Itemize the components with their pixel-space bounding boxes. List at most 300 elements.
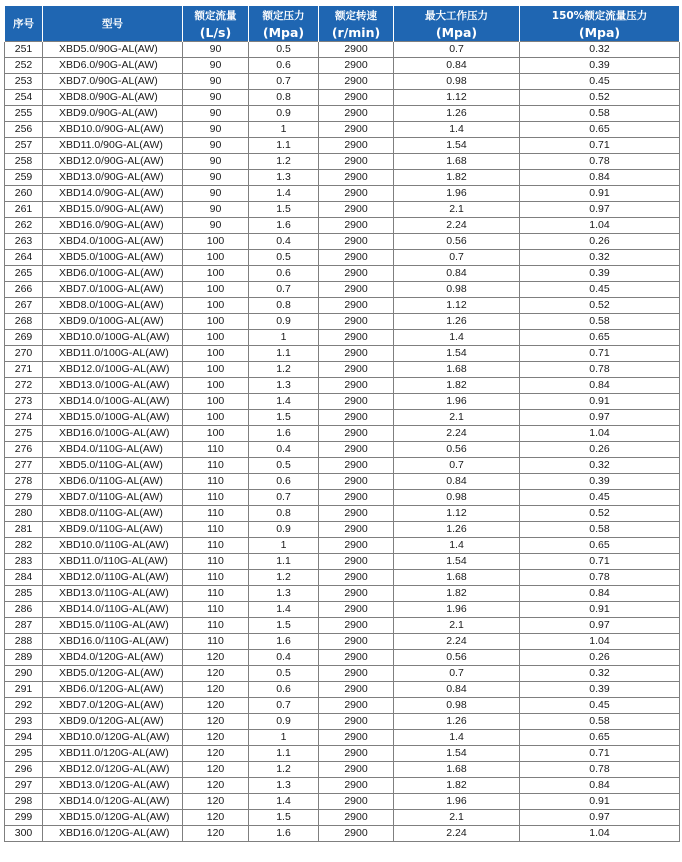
table-row (5, 826, 680, 842)
cell-flow: 90 (183, 42, 249, 58)
table-row (5, 170, 680, 186)
cell-max-pressure: 2.1 (394, 810, 520, 826)
header-unit-pressure: (Mpa) (249, 24, 319, 42)
cell-no: 297 (5, 778, 43, 794)
cell-pressure: 1.3 (249, 170, 319, 186)
cell-max-pressure: 0.84 (394, 682, 520, 698)
cell-pressure: 1.4 (249, 394, 319, 410)
cell-no: 287 (5, 618, 43, 634)
cell-speed: 2900 (319, 266, 394, 282)
cell-speed: 2900 (319, 714, 394, 730)
cell-flow: 100 (183, 234, 249, 250)
cell-flow: 100 (183, 298, 249, 314)
cell-max-pressure: 1.54 (394, 554, 520, 570)
cell-model: XBD11.0/90G-AL(AW) (43, 138, 183, 154)
cell-flow: 100 (183, 394, 249, 410)
cell-model: XBD12.0/100G-AL(AW) (43, 362, 183, 378)
cell-no: 288 (5, 634, 43, 650)
cell-flow: 100 (183, 330, 249, 346)
table-row (5, 202, 680, 218)
cell-max-pressure: 1.4 (394, 730, 520, 746)
cell-speed: 2900 (319, 426, 394, 442)
cell-model: XBD13.0/100G-AL(AW) (43, 378, 183, 394)
cell-speed: 2900 (319, 506, 394, 522)
cell-flow: 100 (183, 378, 249, 394)
cell-150-pressure: 0.65 (520, 538, 680, 554)
table-row (5, 746, 680, 762)
cell-no: 292 (5, 698, 43, 714)
cell-pressure: 1.5 (249, 810, 319, 826)
cell-flow: 90 (183, 170, 249, 186)
table-row (5, 410, 680, 426)
cell-pressure: 1.1 (249, 746, 319, 762)
table-row (5, 666, 680, 682)
cell-max-pressure: 1.96 (394, 186, 520, 202)
cell-max-pressure: 1.96 (394, 394, 520, 410)
cell-max-pressure: 0.56 (394, 234, 520, 250)
cell-150-pressure: 0.91 (520, 186, 680, 202)
cell-no: 289 (5, 650, 43, 666)
cell-max-pressure: 1.12 (394, 506, 520, 522)
cell-no: 252 (5, 58, 43, 74)
cell-speed: 2900 (319, 762, 394, 778)
cell-pressure: 0.4 (249, 234, 319, 250)
cell-no: 254 (5, 90, 43, 106)
cell-speed: 2900 (319, 746, 394, 762)
cell-model: XBD6.0/120G-AL(AW) (43, 682, 183, 698)
cell-flow: 120 (183, 778, 249, 794)
cell-model: XBD10.0/110G-AL(AW) (43, 538, 183, 554)
cell-flow: 110 (183, 474, 249, 490)
cell-no: 267 (5, 298, 43, 314)
cell-model: XBD10.0/90G-AL(AW) (43, 122, 183, 138)
table-row (5, 394, 680, 410)
cell-speed: 2900 (319, 218, 394, 234)
cell-max-pressure: 1.54 (394, 346, 520, 362)
cell-150-pressure: 0.97 (520, 618, 680, 634)
cell-150-pressure: 0.97 (520, 810, 680, 826)
cell-speed: 2900 (319, 394, 394, 410)
cell-max-pressure: 1.4 (394, 538, 520, 554)
cell-150-pressure: 0.52 (520, 90, 680, 106)
cell-model: XBD16.0/120G-AL(AW) (43, 826, 183, 842)
cell-model: XBD5.0/100G-AL(AW) (43, 250, 183, 266)
cell-speed: 2900 (319, 138, 394, 154)
cell-150-pressure: 0.52 (520, 298, 680, 314)
cell-max-pressure: 0.56 (394, 442, 520, 458)
cell-150-pressure: 0.78 (520, 362, 680, 378)
cell-flow: 110 (183, 442, 249, 458)
cell-pressure: 1.2 (249, 154, 319, 170)
cell-model: XBD14.0/120G-AL(AW) (43, 794, 183, 810)
spec-table-sheet (4, 6, 679, 842)
cell-pressure: 1 (249, 330, 319, 346)
table-row (5, 282, 680, 298)
table-row (5, 42, 680, 58)
cell-max-pressure: 1.82 (394, 170, 520, 186)
table-row (5, 474, 680, 490)
cell-model: XBD8.0/90G-AL(AW) (43, 90, 183, 106)
cell-speed: 2900 (319, 362, 394, 378)
cell-speed: 2900 (319, 90, 394, 106)
cell-150-pressure: 0.32 (520, 42, 680, 58)
cell-speed: 2900 (319, 698, 394, 714)
header-col-max-pressure: 最大工作压力 (394, 6, 520, 24)
cell-150-pressure: 0.52 (520, 506, 680, 522)
cell-150-pressure: 0.45 (520, 282, 680, 298)
cell-150-pressure: 0.45 (520, 74, 680, 90)
cell-speed: 2900 (319, 170, 394, 186)
cell-speed: 2900 (319, 298, 394, 314)
cell-model: XBD15.0/120G-AL(AW) (43, 810, 183, 826)
header-col-model: 型号 (43, 6, 183, 42)
cell-no: 269 (5, 330, 43, 346)
cell-max-pressure: 2.24 (394, 826, 520, 842)
cell-model: XBD9.0/120G-AL(AW) (43, 714, 183, 730)
header-unit-speed: (r/min) (319, 24, 394, 42)
cell-max-pressure: 0.98 (394, 490, 520, 506)
cell-no: 294 (5, 730, 43, 746)
cell-150-pressure: 0.78 (520, 570, 680, 586)
cell-flow: 110 (183, 522, 249, 538)
cell-no: 275 (5, 426, 43, 442)
cell-model: XBD15.0/90G-AL(AW) (43, 202, 183, 218)
cell-no: 260 (5, 186, 43, 202)
cell-speed: 2900 (319, 666, 394, 682)
cell-model: XBD7.0/110G-AL(AW) (43, 490, 183, 506)
cell-flow: 120 (183, 794, 249, 810)
cell-model: XBD14.0/110G-AL(AW) (43, 602, 183, 618)
table-row (5, 346, 680, 362)
cell-speed: 2900 (319, 122, 394, 138)
cell-model: XBD9.0/110G-AL(AW) (43, 522, 183, 538)
table-row (5, 442, 680, 458)
cell-flow: 90 (183, 74, 249, 90)
table-row (5, 330, 680, 346)
cell-no: 295 (5, 746, 43, 762)
cell-no: 279 (5, 490, 43, 506)
cell-pressure: 1.4 (249, 186, 319, 202)
cell-pressure: 0.8 (249, 298, 319, 314)
cell-max-pressure: 1.82 (394, 778, 520, 794)
cell-no: 261 (5, 202, 43, 218)
cell-150-pressure: 0.39 (520, 58, 680, 74)
cell-pressure: 0.9 (249, 522, 319, 538)
cell-flow: 90 (183, 218, 249, 234)
table-row (5, 74, 680, 90)
cell-no: 253 (5, 74, 43, 90)
cell-model: XBD12.0/120G-AL(AW) (43, 762, 183, 778)
cell-150-pressure: 0.84 (520, 170, 680, 186)
cell-pressure: 1.2 (249, 762, 319, 778)
cell-no: 262 (5, 218, 43, 234)
cell-150-pressure: 0.71 (520, 554, 680, 570)
cell-pressure: 1.4 (249, 794, 319, 810)
cell-no: 282 (5, 538, 43, 554)
cell-flow: 100 (183, 362, 249, 378)
cell-model: XBD4.0/120G-AL(AW) (43, 650, 183, 666)
cell-max-pressure: 1.96 (394, 602, 520, 618)
cell-speed: 2900 (319, 778, 394, 794)
table-row (5, 650, 680, 666)
cell-model: XBD14.0/90G-AL(AW) (43, 186, 183, 202)
cell-speed: 2900 (319, 42, 394, 58)
cell-flow: 110 (183, 490, 249, 506)
cell-no: 258 (5, 154, 43, 170)
cell-pressure: 0.7 (249, 490, 319, 506)
cell-no: 286 (5, 602, 43, 618)
table-row (5, 314, 680, 330)
cell-speed: 2900 (319, 650, 394, 666)
cell-speed: 2900 (319, 538, 394, 554)
cell-no: 263 (5, 234, 43, 250)
cell-model: XBD5.0/110G-AL(AW) (43, 458, 183, 474)
cell-flow: 120 (183, 746, 249, 762)
cell-150-pressure: 0.58 (520, 522, 680, 538)
cell-pressure: 1.4 (249, 602, 319, 618)
cell-max-pressure: 2.24 (394, 218, 520, 234)
cell-pressure: 0.8 (249, 90, 319, 106)
table-row (5, 602, 680, 618)
table-row (5, 506, 680, 522)
cell-pressure: 0.5 (249, 666, 319, 682)
cell-no: 276 (5, 442, 43, 458)
cell-flow: 120 (183, 650, 249, 666)
table-row (5, 810, 680, 826)
table-row (5, 682, 680, 698)
cell-150-pressure: 0.91 (520, 602, 680, 618)
cell-flow: 110 (183, 458, 249, 474)
cell-pressure: 1.3 (249, 378, 319, 394)
cell-model: XBD11.0/120G-AL(AW) (43, 746, 183, 762)
cell-flow: 90 (183, 186, 249, 202)
cell-flow: 110 (183, 634, 249, 650)
cell-flow: 120 (183, 698, 249, 714)
cell-speed: 2900 (319, 554, 394, 570)
cell-speed: 2900 (319, 74, 394, 90)
cell-max-pressure: 0.7 (394, 666, 520, 682)
cell-speed: 2900 (319, 618, 394, 634)
cell-speed: 2900 (319, 314, 394, 330)
cell-pressure: 0.9 (249, 314, 319, 330)
header-col-pressure: 额定压力 (249, 6, 319, 24)
cell-flow: 110 (183, 602, 249, 618)
cell-model: XBD15.0/100G-AL(AW) (43, 410, 183, 426)
header-unit-150-pressure: (Mpa) (520, 24, 680, 42)
cell-150-pressure: 0.39 (520, 474, 680, 490)
cell-pressure: 1.6 (249, 426, 319, 442)
cell-150-pressure: 0.32 (520, 458, 680, 474)
cell-no: 265 (5, 266, 43, 282)
cell-flow: 100 (183, 250, 249, 266)
table-row (5, 554, 680, 570)
cell-speed: 2900 (319, 202, 394, 218)
cell-150-pressure: 0.26 (520, 442, 680, 458)
header-unit-max-pressure: (Mpa) (394, 24, 520, 42)
cell-flow: 90 (183, 106, 249, 122)
cell-150-pressure: 0.65 (520, 730, 680, 746)
cell-max-pressure: 1.68 (394, 154, 520, 170)
cell-pressure: 0.6 (249, 682, 319, 698)
cell-no: 271 (5, 362, 43, 378)
table-row (5, 522, 680, 538)
cell-max-pressure: 0.84 (394, 58, 520, 74)
cell-flow: 90 (183, 122, 249, 138)
cell-pressure: 1.5 (249, 410, 319, 426)
cell-flow: 110 (183, 538, 249, 554)
cell-pressure: 0.8 (249, 506, 319, 522)
cell-speed: 2900 (319, 794, 394, 810)
cell-150-pressure: 0.78 (520, 762, 680, 778)
cell-150-pressure: 0.65 (520, 122, 680, 138)
cell-model: XBD11.0/110G-AL(AW) (43, 554, 183, 570)
cell-pressure: 0.7 (249, 698, 319, 714)
table-row (5, 570, 680, 586)
cell-pressure: 0.7 (249, 74, 319, 90)
cell-max-pressure: 0.84 (394, 474, 520, 490)
cell-max-pressure: 2.24 (394, 426, 520, 442)
cell-model: XBD7.0/100G-AL(AW) (43, 282, 183, 298)
cell-pressure: 0.4 (249, 650, 319, 666)
cell-model: XBD5.0/90G-AL(AW) (43, 42, 183, 58)
cell-150-pressure: 0.45 (520, 698, 680, 714)
cell-no: 274 (5, 410, 43, 426)
cell-model: XBD13.0/90G-AL(AW) (43, 170, 183, 186)
cell-150-pressure: 0.58 (520, 106, 680, 122)
cell-150-pressure: 0.84 (520, 778, 680, 794)
cell-max-pressure: 1.82 (394, 586, 520, 602)
table-row (5, 234, 680, 250)
cell-max-pressure: 1.82 (394, 378, 520, 394)
cell-no: 277 (5, 458, 43, 474)
cell-flow: 120 (183, 826, 249, 842)
cell-pressure: 1.3 (249, 586, 319, 602)
cell-max-pressure: 1.54 (394, 138, 520, 154)
cell-model: XBD10.0/120G-AL(AW) (43, 730, 183, 746)
table-row (5, 378, 680, 394)
table-row (5, 714, 680, 730)
cell-flow: 120 (183, 810, 249, 826)
cell-speed: 2900 (319, 346, 394, 362)
cell-flow: 90 (183, 138, 249, 154)
table-row (5, 490, 680, 506)
cell-max-pressure: 0.7 (394, 250, 520, 266)
cell-max-pressure: 2.1 (394, 618, 520, 634)
cell-speed: 2900 (319, 250, 394, 266)
cell-model: XBD7.0/120G-AL(AW) (43, 698, 183, 714)
cell-model: XBD12.0/110G-AL(AW) (43, 570, 183, 586)
cell-max-pressure: 1.26 (394, 106, 520, 122)
header-row-labels (5, 6, 680, 24)
cell-speed: 2900 (319, 570, 394, 586)
table-row (5, 106, 680, 122)
cell-model: XBD8.0/110G-AL(AW) (43, 506, 183, 522)
cell-150-pressure: 0.45 (520, 490, 680, 506)
cell-no: 270 (5, 346, 43, 362)
cell-speed: 2900 (319, 682, 394, 698)
cell-150-pressure: 0.71 (520, 746, 680, 762)
cell-flow: 110 (183, 586, 249, 602)
cell-pressure: 1.2 (249, 362, 319, 378)
table-row (5, 186, 680, 202)
cell-model: XBD7.0/90G-AL(AW) (43, 74, 183, 90)
cell-150-pressure: 0.32 (520, 250, 680, 266)
pump-spec-table (4, 6, 680, 842)
cell-max-pressure: 0.98 (394, 74, 520, 90)
cell-pressure: 1.1 (249, 346, 319, 362)
cell-model: XBD10.0/100G-AL(AW) (43, 330, 183, 346)
table-body (5, 42, 680, 842)
cell-pressure: 1.6 (249, 634, 319, 650)
cell-max-pressure: 1.68 (394, 570, 520, 586)
table-row (5, 618, 680, 634)
cell-flow: 100 (183, 266, 249, 282)
cell-speed: 2900 (319, 458, 394, 474)
cell-max-pressure: 1.26 (394, 314, 520, 330)
cell-pressure: 1.2 (249, 570, 319, 586)
cell-pressure: 0.7 (249, 282, 319, 298)
cell-pressure: 0.6 (249, 58, 319, 74)
cell-pressure: 1 (249, 122, 319, 138)
cell-150-pressure: 0.26 (520, 234, 680, 250)
cell-pressure: 0.9 (249, 714, 319, 730)
table-row (5, 794, 680, 810)
cell-max-pressure: 1.54 (394, 746, 520, 762)
table-row (5, 362, 680, 378)
table-header (5, 6, 680, 42)
cell-max-pressure: 2.1 (394, 410, 520, 426)
cell-max-pressure: 1.4 (394, 330, 520, 346)
cell-150-pressure: 0.58 (520, 314, 680, 330)
table-row (5, 778, 680, 794)
cell-pressure: 0.6 (249, 266, 319, 282)
cell-no: 298 (5, 794, 43, 810)
cell-speed: 2900 (319, 826, 394, 842)
cell-speed: 2900 (319, 282, 394, 298)
cell-150-pressure: 0.39 (520, 266, 680, 282)
cell-no: 283 (5, 554, 43, 570)
cell-150-pressure: 0.91 (520, 794, 680, 810)
table-row (5, 122, 680, 138)
cell-speed: 2900 (319, 330, 394, 346)
cell-flow: 120 (183, 762, 249, 778)
cell-max-pressure: 1.68 (394, 362, 520, 378)
table-row (5, 762, 680, 778)
cell-speed: 2900 (319, 234, 394, 250)
cell-speed: 2900 (319, 106, 394, 122)
cell-no: 272 (5, 378, 43, 394)
cell-model: XBD6.0/110G-AL(AW) (43, 474, 183, 490)
cell-150-pressure: 1.04 (520, 426, 680, 442)
cell-no: 259 (5, 170, 43, 186)
header-col-no: 序号 (5, 6, 43, 42)
cell-speed: 2900 (319, 730, 394, 746)
table-row (5, 586, 680, 602)
cell-no: 257 (5, 138, 43, 154)
cell-no: 300 (5, 826, 43, 842)
cell-model: XBD5.0/120G-AL(AW) (43, 666, 183, 682)
cell-flow: 90 (183, 90, 249, 106)
cell-max-pressure: 1.12 (394, 298, 520, 314)
cell-150-pressure: 0.84 (520, 586, 680, 602)
cell-pressure: 1.1 (249, 138, 319, 154)
cell-speed: 2900 (319, 522, 394, 538)
cell-speed: 2900 (319, 442, 394, 458)
cell-max-pressure: 0.98 (394, 282, 520, 298)
cell-max-pressure: 2.24 (394, 634, 520, 650)
cell-model: XBD8.0/100G-AL(AW) (43, 298, 183, 314)
cell-flow: 110 (183, 570, 249, 586)
